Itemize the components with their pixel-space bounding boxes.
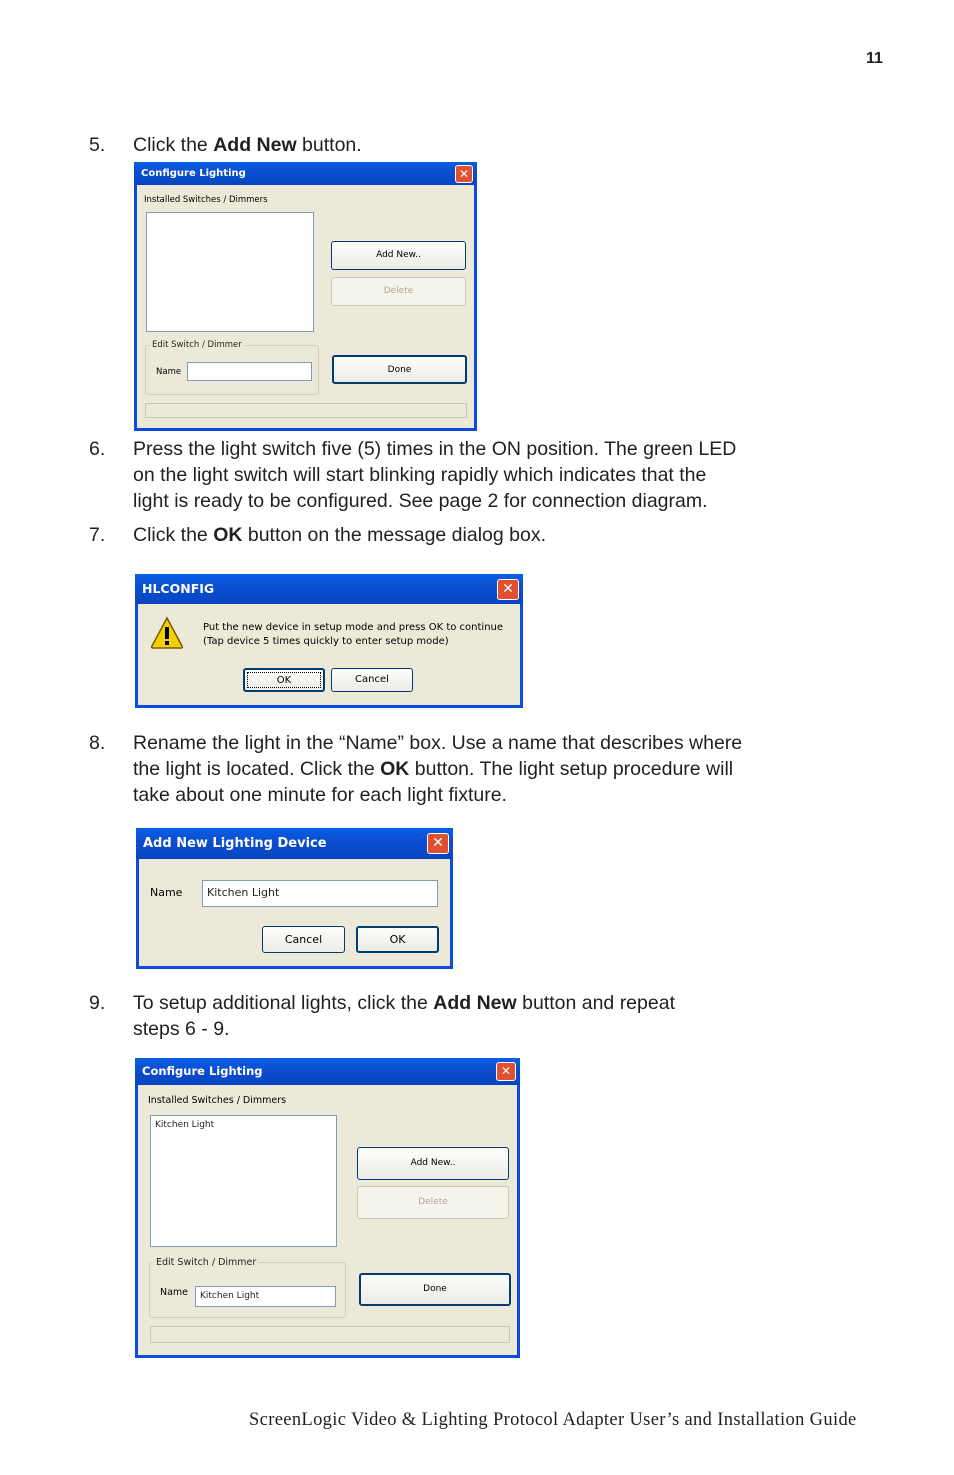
close-icon[interactable]: ✕ xyxy=(427,833,449,854)
title-bar xyxy=(135,574,523,604)
installed-switches-list[interactable] xyxy=(150,1115,337,1247)
status-bar xyxy=(150,1326,510,1343)
step-text: button and repeat xyxy=(516,992,675,1014)
step-text: button. xyxy=(296,134,362,156)
dialog-title: Add New Lighting Device xyxy=(143,836,327,851)
footer-guide-title: ScreenLogic Video & Lighting Protocol Adapter User’s and Installation Guide xyxy=(249,1410,857,1430)
step-text-line xyxy=(133,1016,229,1042)
name-label: Name xyxy=(160,1287,189,1298)
close-icon[interactable]: ✕ xyxy=(497,579,519,600)
step-number: 7. xyxy=(89,524,106,546)
step-bold-term: OK xyxy=(380,758,410,780)
step-text: button on the message dialog box. xyxy=(242,524,546,546)
done-button[interactable]: Done xyxy=(332,355,467,384)
step-bold-term: OK xyxy=(213,524,243,546)
dialog-title: Configure Lighting xyxy=(142,1064,263,1078)
message-line-2: (Tap device 5 times quickly to enter setup mode) xyxy=(203,636,449,647)
group-caption: Edit Switch / Dimmer xyxy=(156,1257,257,1268)
step-text: Rename the light in the “Name” box. Use a name that describes where xyxy=(133,732,743,754)
add-new-button[interactable]: Add New.. xyxy=(357,1147,509,1180)
ok-button[interactable]: OK xyxy=(243,668,325,692)
edit-switch-group xyxy=(149,1257,346,1318)
step-text: To setup additional lights, click the xyxy=(133,992,434,1014)
step-text: button. The light setup procedure will xyxy=(409,758,734,780)
dialog-title: HLCONFIG xyxy=(142,581,215,596)
close-icon[interactable]: ✕ xyxy=(496,1062,516,1081)
step-text: the light is located. Click the xyxy=(133,758,381,780)
step-text: Click the xyxy=(133,524,214,546)
delete-button[interactable]: Delete xyxy=(331,277,466,306)
hlconfig-message-dialog xyxy=(135,574,523,708)
step-number: 8. xyxy=(89,732,106,754)
status-bar xyxy=(145,403,467,418)
list-label: Installed Switches / Dimmers xyxy=(148,1095,287,1106)
step-text: light is ready to be configured. See page 2 for connection diagram. xyxy=(133,490,708,512)
step-text-line xyxy=(133,132,362,158)
installed-switches-list[interactable] xyxy=(146,212,314,332)
name-input[interactable]: Kitchen Light xyxy=(195,1286,336,1307)
step-bold-term: Add New xyxy=(433,992,517,1014)
step-text: Click the xyxy=(133,134,214,156)
step-text-line xyxy=(133,782,507,808)
message-line-1: Put the new device in setup mode and press OK to continue xyxy=(203,622,504,633)
step-number: 5. xyxy=(89,134,106,156)
step-text-line xyxy=(133,522,546,548)
title-bar xyxy=(135,1058,520,1085)
configure-lighting-dialog-empty xyxy=(134,162,477,431)
close-icon[interactable]: ✕ xyxy=(455,165,473,183)
name-label: Name xyxy=(156,367,182,377)
step-number: 6. xyxy=(89,438,106,460)
step-text-line xyxy=(133,488,708,514)
name-input[interactable]: Kitchen Light xyxy=(202,880,438,907)
step-bold-term: Add New xyxy=(213,134,297,156)
delete-button[interactable]: Delete xyxy=(357,1186,509,1219)
step-text: take about one minute for each light fixture. xyxy=(133,784,507,806)
list-label: Installed Switches / Dimmers xyxy=(144,195,268,205)
step-text-line xyxy=(133,990,675,1016)
dialog-title: Configure Lighting xyxy=(141,168,246,179)
step-text: on the light switch will start blinking rapidly which indicates that the xyxy=(133,464,707,486)
step-text-line xyxy=(133,436,736,462)
cancel-button[interactable]: Cancel xyxy=(331,668,413,692)
add-new-lighting-device-dialog xyxy=(136,828,453,969)
title-bar xyxy=(134,162,477,185)
add-new-button[interactable]: Add New.. xyxy=(331,241,466,270)
list-item[interactable]: Kitchen Light xyxy=(155,1120,215,1130)
edit-switch-group xyxy=(145,340,319,395)
step-text: steps 6 - 9. xyxy=(133,1018,230,1040)
ok-button[interactable]: OK xyxy=(356,926,439,953)
title-bar xyxy=(136,828,453,859)
name-input[interactable] xyxy=(187,362,312,381)
step-number: 9. xyxy=(89,992,106,1014)
done-button[interactable]: Done xyxy=(359,1273,511,1306)
page-number: 11 xyxy=(866,50,883,67)
group-caption: Edit Switch / Dimmer xyxy=(152,340,242,350)
configure-lighting-dialog-filled xyxy=(135,1058,520,1358)
step-text-line xyxy=(133,462,706,488)
cancel-button[interactable]: Cancel xyxy=(262,926,345,953)
step-text-line xyxy=(133,730,742,756)
name-label: Name xyxy=(150,886,183,899)
warning-icon xyxy=(150,616,184,650)
step-text-line xyxy=(133,756,733,782)
step-text: Press the light switch five (5) times in the ON position. The green LED xyxy=(133,438,737,460)
